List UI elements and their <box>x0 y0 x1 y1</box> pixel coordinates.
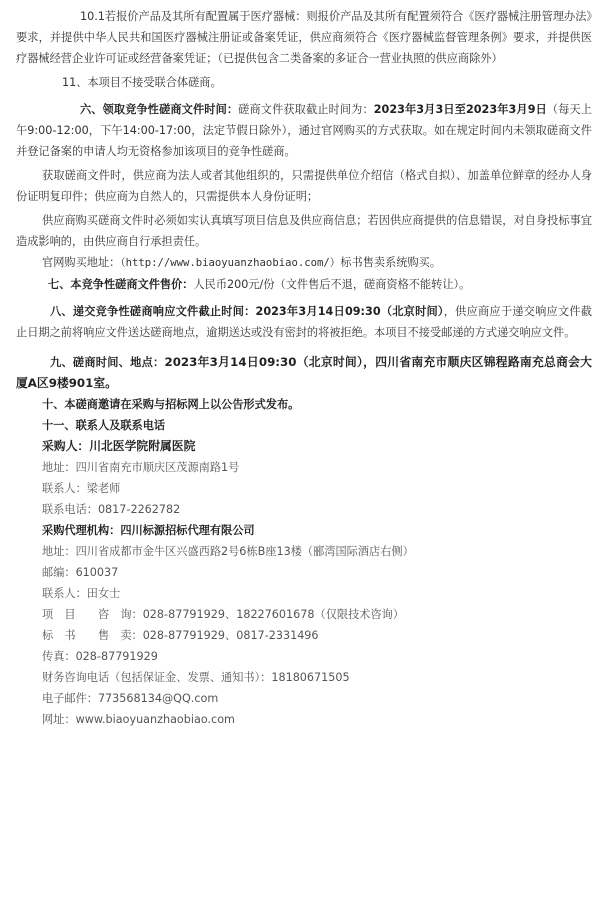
agent-name: 四川标源招标代理有限公司 <box>120 524 255 537</box>
section-8 <box>16 301 592 343</box>
agent-finance-phone: 财务咨询电话（包括保证金、发票、通知书）：18180671505 <box>42 671 350 684</box>
buyer-line <box>16 436 592 457</box>
purchase-confirmation: 供应商购买磋商文件时必须如实认真填写项目信息及供应商信息；若因供应商提供的信息错误，对自身投标事宜造成影响的，由供应商自行承担责任。 <box>16 214 592 248</box>
agent-contact: 联系人：田女士 <box>42 587 121 600</box>
section-8-time: 2023年3月14日09:30（北京时间） <box>255 305 444 318</box>
section-10: 十、本磋商邀请在采购与招标网上以公告形式发布。 <box>42 398 300 411</box>
buyer-name: 川北医学院附属医院 <box>89 439 196 453</box>
section-7-value: 人民币200元/份（文件售后不退，磋商资格不能转让）。 <box>193 278 471 291</box>
buyer-contact: 联系人：梁老师 <box>42 482 121 495</box>
buyer-address: 地址：四川省南充市顺庆区茂源南路1号 <box>42 461 240 474</box>
section-9-value: 2023年3月14日09:30（北京时间），四川省南充市顺庆区锦程路南充总商会大厦A区9楼901室。 <box>16 355 592 390</box>
section-6-label: 六、领取竞争性磋商文件时间： <box>80 103 239 116</box>
agent-email[interactable]: 电子邮件：773568134@QQ.com <box>42 692 219 705</box>
purchase-site-suffix: 标书售卖系统购买。 <box>340 256 442 269</box>
section-7-label: 七、本竞争性磋商文件售价： <box>48 278 194 291</box>
buyer-label: 采购人： <box>42 439 90 453</box>
purchase-site-line <box>16 252 592 274</box>
agent-line <box>16 520 592 541</box>
agent-address: 地址：四川省成都市金牛区兴盛西路2号6栋B座13楼（郦湾国际酒店右侧） <box>42 545 414 558</box>
agent-fax: 传真：028-87791929 <box>42 650 158 663</box>
section-11-heading: 十一、联系人及联系电话 <box>42 419 166 432</box>
section-7 <box>16 274 592 295</box>
section-8-details: ，供应商应于递交响应文件截止日期之前将响应文件送达磋商地点，逾期送达或没有密封的将被拒绝。本项目不接受邮递的方式递交响应文件。 <box>16 305 592 339</box>
section-6-dates: 2023年3月3日至2023年3月9日 <box>373 103 547 116</box>
section-6-details: （每天上午9:00-12:00，下午14:00-17:00，法定节假日除外），通过官网购买的方式获取。如在规定时间内未领取磋商文件并登记备案的申请人均无资格参加该项目的竞争性磋商。 <box>16 103 592 158</box>
clause-11: 11、本项目不接受联合体磋商。 <box>62 76 222 89</box>
purchase-site-prefix: 官网购买地址： <box>42 256 121 269</box>
agent-consult: 项 目 咨 询：028-87791929、18227601678（仅限技术咨询） <box>42 608 405 621</box>
agent-sale: 标 书 售 卖：028-87791929、0817-2331496 <box>42 629 319 642</box>
section-9 <box>16 352 592 394</box>
buyer-phone: 联系电话：0817-2262782 <box>42 503 181 516</box>
agent-zip: 邮编：610037 <box>42 566 119 579</box>
clause-10-1: 10.1若报价产品及其所有配置属于医疗器械：则报价产品及其所有配置须符合《医疗器械注册管理办法》要求，并提供中华人民共和国医疗器械注册证或备案凭证，供应商须符合《医疗器械监督管理条例》要求，并提供医疗器械经营企业许可证或经营备案凭证；（已提供包含二类备案的多证合一营业执照的供应商除外） <box>16 10 592 65</box>
agent-website[interactable]: 网址：www.biaoyuanzhaobiao.com <box>42 713 235 726</box>
section-8-label: 八、递交竞争性磋商响应文件截止时间： <box>50 305 256 318</box>
section-6-deadline-label: 磋商文件获取截止时间为： <box>238 103 374 116</box>
section-6 <box>16 99 592 162</box>
section-9-label: 九、磋商时间、地点： <box>50 356 165 369</box>
obtain-requirements: 获取磋商文件时，供应商为法人或者其他组织的，只需提供单位介绍信（格式自拟）、加盖单位鲜章的经办人身份证明复印件；供应商为自然人的，只需提供本人身份证明； <box>16 169 592 203</box>
agent-label: 采购代理机构： <box>42 524 121 537</box>
purchase-site-url[interactable]: （http://www.biaoyuanzhaobiao.com/） <box>120 257 341 269</box>
